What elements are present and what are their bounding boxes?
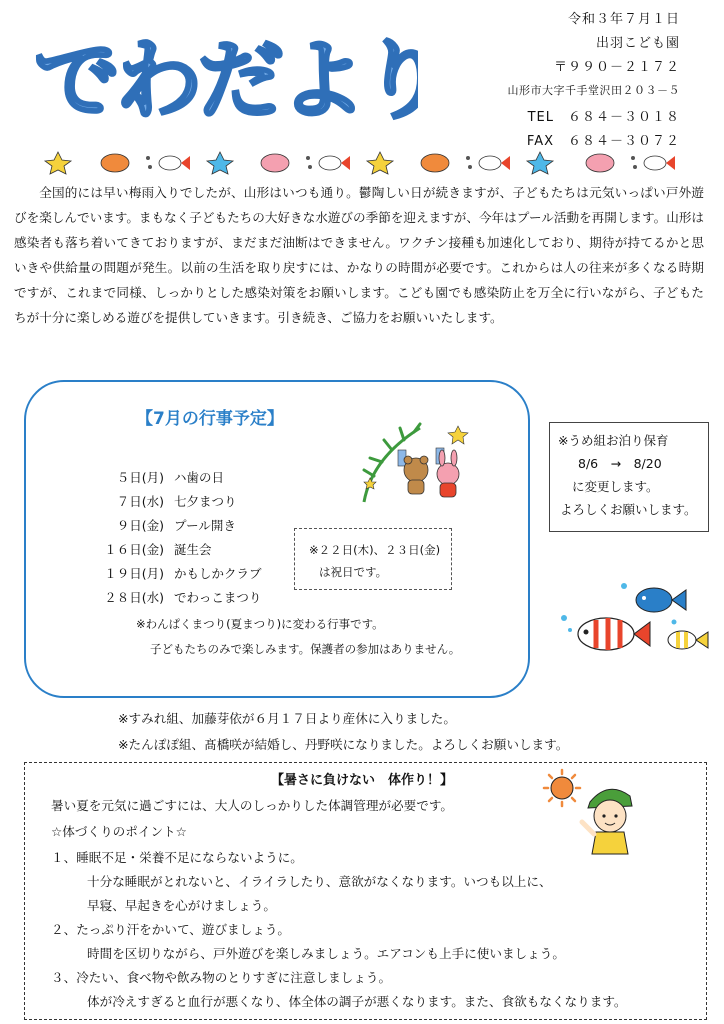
ume-notice-dates: 8/6 → 8/20 [578,456,662,471]
health-point-2: ２、たっぷり汗をかいて、遊びましょう。 [51,922,291,937]
star-icon [45,152,71,174]
blob-icon [586,154,614,172]
fax: FAX ６８４－３０７２ [526,134,680,149]
tel: TEL ６８４－３０１８ [527,110,680,125]
event-name: でわっこまつり [174,590,262,605]
blob-icon [421,154,449,172]
issue-date: 令和３年７月１日 [567,12,680,27]
holiday-note [294,528,452,590]
sun-kid-illustration [538,766,648,856]
event-date: ７日(水) [116,494,164,509]
masthead-title-text: でわだより [34,31,418,131]
health-point-3-detail: 体が冷えすぎると血行が悪くなり、体全体の調子が悪くなります。また、食欲もなくなります。 [87,994,627,1009]
health-point-1-detail: 早寝、早起きを心がけましょう。 [87,898,276,913]
event-row [86,492,237,510]
event-date: ２８日(水) [104,590,164,605]
sun-icon [544,770,580,806]
address: 山形市大字千手堂沢田２０３－５ [507,84,680,97]
masthead-title-art [28,22,418,132]
health-tips-title: 【暑さに負けない 体作り！】 [271,773,454,788]
event-name: プール開き [174,518,236,533]
intro-paragraph: 全国的には早い梅雨入りでしたが、山形はいつも通り。鬱陶しい日が続きますが、子どもたちは元気いっぱい戸外遊びを楽しんでいます。まもなく子どもたちの大好きな水遊びの季節を迎えますが、今年はプール活動を再開します。山形は感染者も落ち着いてきておりますが、まだまだ油断はできません。ワクチン接種も加速化しており、期待が持てるかと思いきや供給量の問題が発生。以前の生活を取り戻すには、かなりの時間が必要です。これからは人の往来が多くなる時期ですが、これまで同様、しっかりとした感染対策をお願いします。こども園でも感染防止を万全に行いながら、子どもたちが十分に楽しめる遊びを提供していきます。引き続き、ご協力をお願いいたします。 [14,185,705,325]
masthead-title [28,22,418,132]
health-point-2-detail: 時間を区切りながら、戸外遊びを楽しみましょう。エアコンも上手に使いましょう。 [87,946,565,961]
fish-icon [466,156,510,170]
fish-icon [146,156,190,170]
event-name: 七夕まつり [174,494,237,509]
child-icon [582,789,632,854]
event-row [86,516,236,534]
event-row [86,468,224,486]
health-point-3: ３、冷たい、食べ物や飲み物のとりすぎに注意しましょう。 [51,970,392,985]
ume-sleepover-notice [549,422,709,532]
event-date: １６日(金) [104,542,164,557]
staff-note: ※すみれ組、加藤芽依が６月１７日より産休に入りました。 [118,711,456,726]
event-row [86,540,212,558]
blob-icon [261,154,289,172]
org-name: 出羽こども園 [595,36,680,51]
tanabata-bamboo-illustration [352,418,472,508]
wanpaku-note-line: ※わんぱくまつり(夏まつり)に変わる行事です。 [136,617,384,631]
wanpaku-note-line: 子どもたちのみで楽しみます。保護者の参加はありません。 [150,642,461,656]
fish-icon [631,156,675,170]
star-icon [527,152,553,174]
fish-icon [306,156,350,170]
decorative-border [40,150,690,176]
star-icon [207,152,233,174]
ume-notice-line: ※うめ組お泊り保育 [558,433,669,448]
health-intro: 暑い夏を元気に過ごすには、大人のしっかりした体調管理が必要です。 [51,798,453,813]
holiday-note-line: は祝日です。 [319,565,388,579]
ume-notice-line: に変更します。 [572,479,659,494]
ume-notice-line: よろしくお願いします。 [560,502,697,517]
star-icon [367,152,393,174]
blob-icon [101,154,129,172]
event-name: かもしかクラブ [174,566,262,581]
event-name: ハ歯の日 [174,470,225,485]
health-point-1-detail: 十分な睡眠がとれないと、イライラしたり、意欲がなくなります。いつも以上に、 [87,874,552,889]
staff-note: ※たんぽぽ組、髙橋咲が結婚し、丹野咲になりました。よろしくお願いします。 [118,737,569,752]
event-date: ９日(金) [116,518,164,533]
event-name: 誕生会 [174,542,212,557]
postal-code: 〒９９０－２１７２ [553,60,680,75]
fish-illustration [556,578,710,670]
event-date: ５日(月) [116,470,164,485]
health-points-title: ☆体づくりのポイント☆ [51,824,187,839]
health-point-1: １、睡眠不足・栄養不足にならないように。 [51,850,303,865]
holiday-note-line: ※２２日(木)、２３日(金) [309,543,441,557]
event-row [86,588,261,606]
event-schedule-title: 【7月の行事予定】 [136,409,284,429]
wanpaku-note [136,612,460,662]
event-row [86,564,262,582]
event-date: １９日(月) [104,566,164,581]
